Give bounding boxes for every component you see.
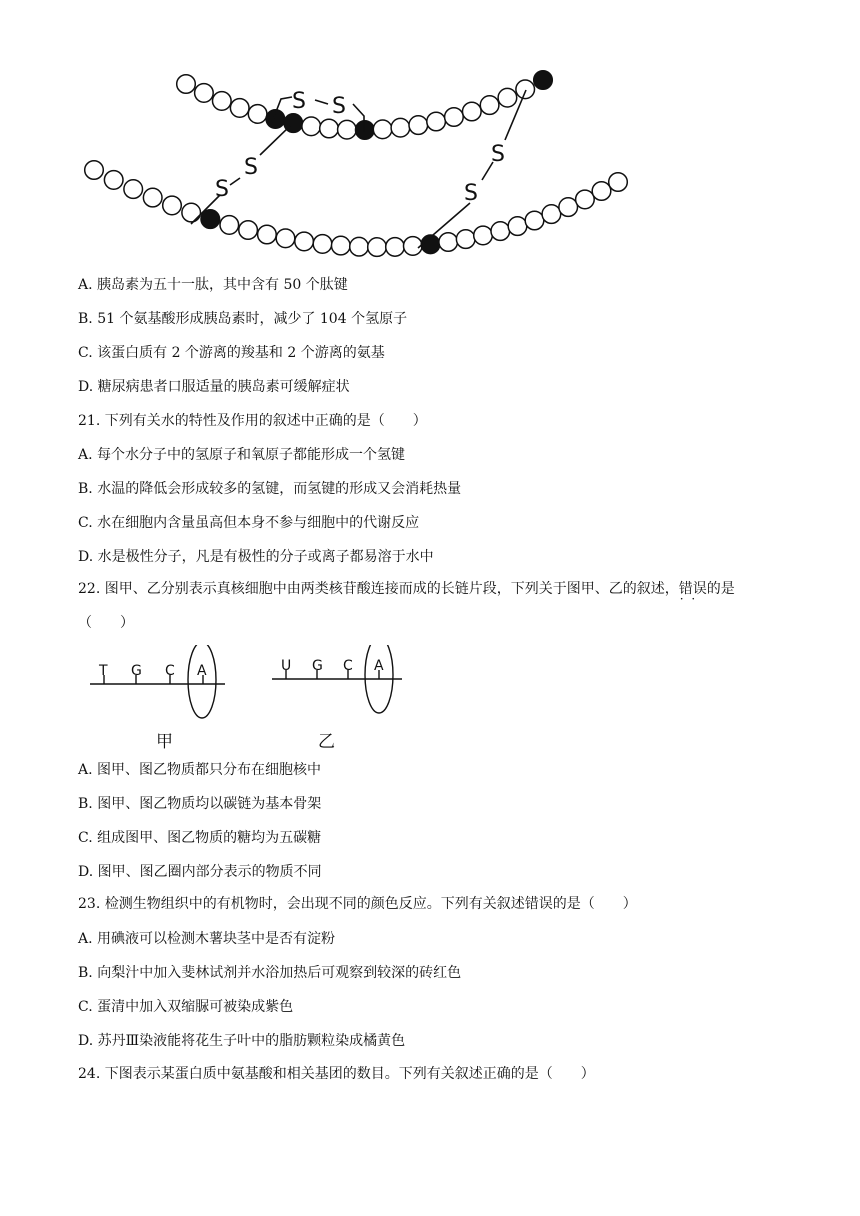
q20-option-c: C. 该蛋白质有 2 个游离的羧基和 2 个游离的氨基 — [78, 345, 385, 361]
amino-acid-bead — [474, 226, 493, 245]
amino-acid-bead — [332, 236, 351, 255]
q21-option-d: D. 水是极性分子，凡是有极性的分子或离子都易溶于水中 — [78, 549, 434, 565]
amino-acid-bead — [534, 71, 553, 90]
amino-acid-bead — [230, 99, 249, 118]
amino-acid-bead — [177, 75, 196, 94]
q22-stem-tail: 的是 — [706, 581, 735, 597]
amino-acid-bead — [182, 203, 201, 222]
amino-acid-bead — [609, 173, 628, 192]
q22-option-d: D. 图甲、图乙圈内部分表示的物质不同 — [78, 864, 322, 880]
amino-acid-bead — [456, 230, 475, 249]
amino-acid-bead — [525, 211, 544, 230]
q23-option-a: A. 用碘液可以检测木薯块茎中是否有淀粉 — [78, 931, 336, 947]
ss-label: S — [292, 89, 306, 114]
amino-acid-bead — [508, 217, 527, 236]
figure-caption-jia: 甲 — [156, 732, 173, 752]
base-label: A — [374, 658, 384, 674]
amino-acid-bead — [445, 108, 464, 127]
q23-option-c: C. 蛋清中加入双缩脲可被染成紫色 — [78, 999, 294, 1015]
q21-option-c: C. 水在细胞内含量虽高但本身不参与细胞中的代谢反应 — [78, 515, 420, 531]
q22-option-a: A. 图甲、图乙物质都只分布在细胞核中 — [78, 762, 322, 778]
amino-acid-bead — [592, 182, 611, 201]
base-label: C — [343, 658, 353, 674]
figure-yi — [272, 645, 402, 713]
amino-acid-bead — [576, 190, 595, 209]
ss-label: S — [491, 142, 505, 167]
amino-acid-bead — [498, 88, 517, 107]
ss-label: S — [332, 94, 346, 119]
amino-acid-bead — [124, 180, 143, 199]
amino-acid-bead — [350, 237, 369, 256]
amino-acid-bead — [313, 235, 332, 254]
amino-acid-bead — [439, 233, 458, 252]
base-label: U — [281, 658, 292, 674]
q23-option-d: D. 苏丹Ⅲ染液能将花生子叶中的脂肪颗粒染成橘黄色 — [78, 1033, 406, 1049]
base-label: C — [165, 663, 175, 679]
amino-acid-bead — [104, 171, 123, 190]
amino-acid-bead — [201, 210, 220, 229]
amino-acid-bead — [559, 198, 578, 217]
amino-acid-bead — [302, 117, 321, 136]
base-label: A — [197, 663, 207, 679]
q22-stem — [78, 579, 735, 599]
base-label: T — [99, 663, 108, 679]
amino-acid-bead — [480, 96, 499, 115]
amino-acid-bead — [195, 84, 214, 103]
amino-acid-bead — [295, 232, 314, 251]
q22-stem-emphasis: 错误 · · — [679, 579, 707, 599]
amino-acid-bead — [85, 161, 104, 180]
amino-acid-bead — [320, 119, 339, 138]
q20-option-b: B. 51 个氨基酸形成胰岛素时，减少了 104 个氢原子 — [78, 311, 408, 327]
amino-acid-bead — [239, 221, 258, 240]
amino-acid-bead — [427, 112, 446, 131]
q21-option-a: A. 每个水分子中的氢原子和氧原子都能形成一个氢键 — [78, 447, 406, 463]
q23-option-b: B. 向梨汁中加入斐林试剂并水浴加热后可观察到较深的砖红色 — [78, 965, 462, 981]
base-label: G — [131, 663, 142, 679]
amino-acid-bead — [542, 205, 561, 224]
amino-acid-bead — [248, 105, 267, 124]
amino-acid-bead — [163, 196, 182, 215]
amino-acid-bead — [463, 102, 482, 121]
chain-b — [85, 161, 628, 257]
q20-option-a: A. 胰岛素为五十一肽，其中含有 50 个肽键 — [78, 277, 348, 293]
q20-option-d: D. 糖尿病患者口服适量的胰岛素可缓解症状 — [78, 379, 350, 395]
ss-label: S — [215, 177, 229, 202]
amino-acid-bead — [409, 116, 428, 135]
circled-nucleotide-jia — [188, 645, 216, 718]
nucleotide-chain-figures — [0, 645, 860, 755]
amino-acid-bead — [213, 92, 232, 111]
amino-acid-bead — [391, 118, 410, 137]
amino-acid-bead — [143, 188, 162, 207]
q22-option-b: B. 图甲、图乙物质均以碳链为基本骨架 — [78, 796, 322, 812]
amino-acid-bead — [386, 238, 405, 257]
figure-jia — [90, 645, 225, 718]
amino-acid-bead — [220, 216, 239, 235]
q22-stem-text: 22. 图甲、乙分别表示真核细胞中由两类核苷酸连接而成的长链片段，下列关于图甲、乙的叙述， — [78, 581, 679, 597]
amino-acid-bead — [516, 80, 535, 99]
base-label: G — [312, 658, 323, 674]
amino-acid-bead — [373, 120, 392, 139]
q21-stem: 21. 下列有关水的特性及作用的叙述中正确的是（ ） — [78, 413, 427, 429]
insulin-structure-figure — [0, 0, 860, 270]
amino-acid-bead — [368, 238, 387, 257]
ss-label: S — [464, 181, 478, 206]
ss-label: S — [244, 155, 258, 180]
amino-acid-bead — [491, 222, 510, 241]
figure-caption-yi: 乙 — [318, 732, 335, 752]
q22-stem-paren: （ ） — [78, 615, 134, 631]
amino-acid-bead — [258, 225, 277, 244]
q21-option-b: B. 水温的降低会形成较多的氢键，而氢键的形成又会消耗热量 — [78, 481, 462, 497]
amino-acid-bead — [338, 120, 357, 139]
amino-acid-bead — [276, 229, 295, 248]
q24-stem: 24. 下图表示某蛋白质中氨基酸和相关基团的数目。下列有关叙述正确的是（ ） — [78, 1066, 595, 1082]
q22-option-c: C. 组成图甲、图乙物质的糖均为五碳糖 — [78, 830, 322, 846]
q23-stem: 23. 检测生物组织中的有机物时，会出现不同的颜色反应。下列有关叙述错误的是（ ） — [78, 896, 637, 912]
